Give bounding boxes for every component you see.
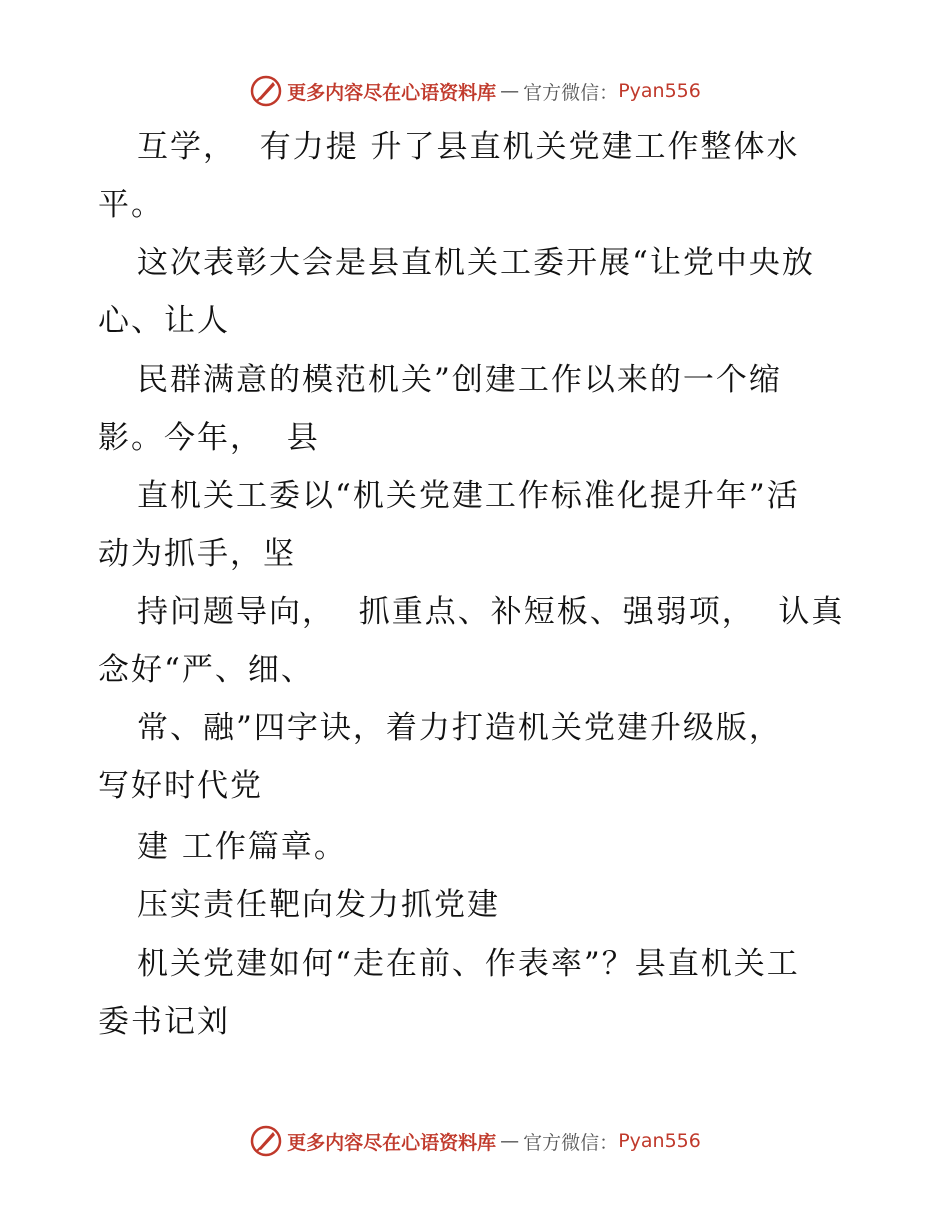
section-heading: 压实责任靶向发力抓党建 [137,887,500,923]
text-line: 直机关工委以“机关党建工作标准化提升年”活 [137,478,800,514]
feather-pen-logo-icon [249,74,283,108]
text-line: 持问题导向， 抓重点、补短板、强弱项， 认真 [137,594,845,630]
watermark-dash: — [500,80,520,102]
watermark-dash: — [500,1130,520,1152]
watermark-wechat-id: Pyan556 [618,1130,701,1152]
watermark-wechat-id: Pyan556 [618,80,701,102]
text-line: 动为抓手，坚 [98,536,296,572]
text-line: 民群满意的模范机关”创建工作以来的一个缩 [137,362,782,398]
watermark-main-text: 更多内容尽在心语资料库 [287,81,497,104]
text-line: 委书记刘 [98,1004,230,1040]
text-line: 影。今年， 县 [98,420,320,456]
watermark-sub-text: 官方微信： [523,81,619,104]
header-watermark [0,71,950,111]
text-line: 建 工作篇章。 [137,829,347,865]
text-line: 写好时代党 [98,768,263,804]
watermark-sub-text: 官方微信： [523,1131,619,1154]
feather-pen-logo-icon [249,1124,283,1158]
text-line: 念好“严、细、 [98,652,314,688]
watermark-main-text: 更多内容尽在心语资料库 [287,1131,497,1154]
footer-watermark [0,1121,950,1161]
text-line: 机关党建如何“走在前、作表率”？县直机关工 [137,946,800,982]
text-line: 平。 [98,187,164,223]
text-line: 这次表彰大会是县直机关工委开展“让党中央放 [137,245,815,281]
text-line: 常、融”四字诀，着力打造机关党建升级版， [137,710,782,746]
text-line: 心、让人 [98,303,230,339]
text-line: 互学， 有力提 升了县直机关党建工作整体水 [137,129,800,165]
